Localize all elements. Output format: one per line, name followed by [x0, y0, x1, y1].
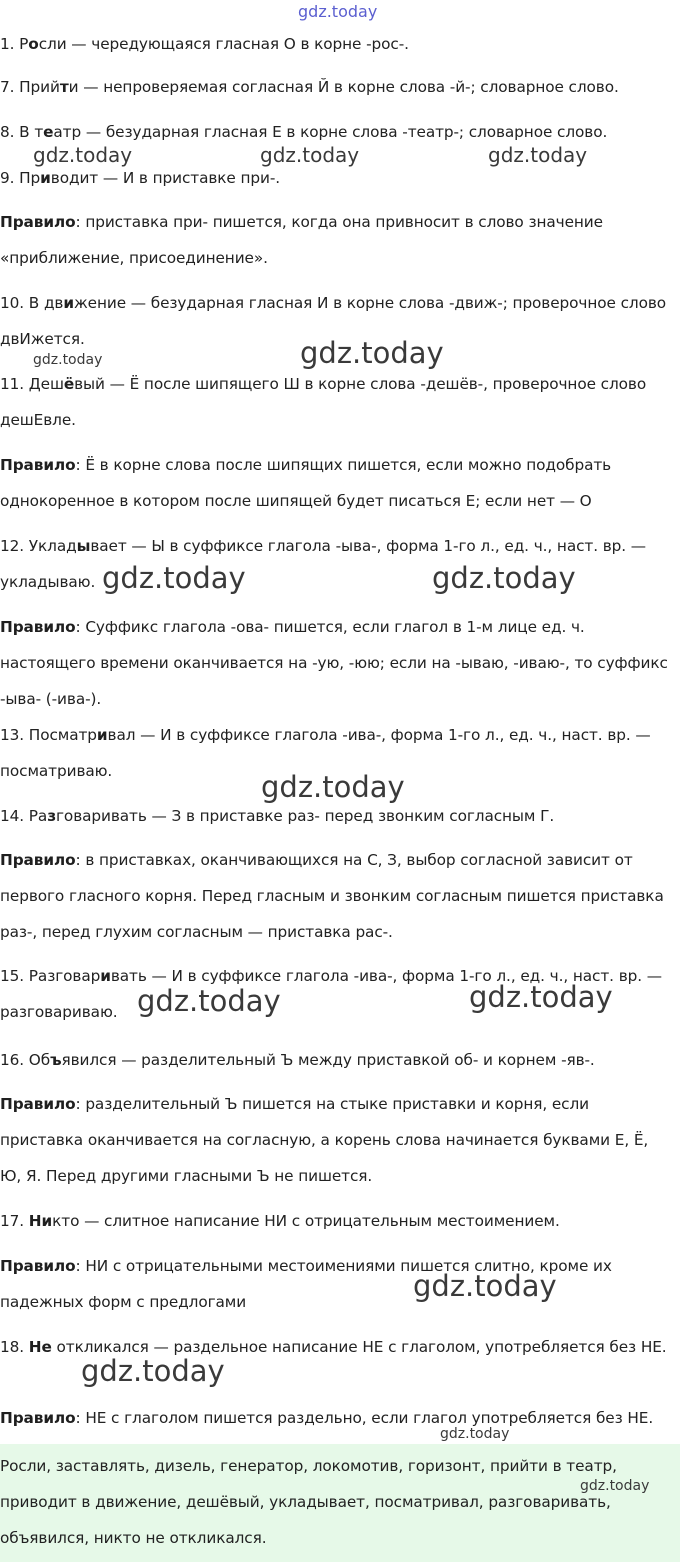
rule-paragraph: Правило: разделительный Ъ пишется на стыке приставки и корня, если приставка оканчивается на согласную, а корень слова начинается буквами Е, Ё, Ю, Я. Перед другими гласными Ъ не пишется.: [0, 1095, 649, 1185]
watermark: gdz.today: [488, 143, 588, 167]
rule-paragraph: Правило: Суффикс глагола -ова- пишется, если глагол в 1-м лице ед. ч. настоящего времени оканчивается на -ую, -юю; если на -ываю, -иваю-, то суффикс -ыва- (-ива-).: [0, 618, 668, 708]
watermark: gdz.today: [413, 1269, 557, 1303]
item-8: 8. В театр — безударная гласная Е в корне слова -театр-; словарное слово.: [0, 123, 608, 141]
rule-paragraph: Правило: в приставках, оканчивающихся на С, З, выбор согласной зависит от первого гласного корня. Перед гласным и звонким согласным пишется приставка раз-, перед глухим согласным — приставка рас-.: [0, 851, 664, 941]
watermark: gdz.today: [33, 143, 133, 167]
watermark: gdz.today: [137, 984, 281, 1018]
item-17: 17. Никто — слитное написание НИ с отрицательным местоимением.: [0, 1212, 560, 1230]
header-watermark: gdz.today: [298, 2, 378, 21]
answer-box: [0, 1444, 680, 1562]
rule-paragraph: Правило: Ё в корне слова после шипящих пишется, если можно подобрать однокоренное в котором после шипящей будет писаться Е; если нет — О: [0, 456, 612, 510]
watermark: gdz.today: [469, 980, 613, 1014]
watermark: gdz.today: [102, 561, 246, 595]
item-11: 11. Дешёвый — Ё после шипящего Ш в корне слова -дешёв-, проверочное слово дешЕвле.: [0, 375, 647, 429]
watermark: gdz.today: [81, 1354, 225, 1388]
watermark: gdz.today: [432, 561, 576, 595]
watermark: gdz.today: [261, 770, 405, 804]
watermark: gdz.today: [300, 336, 444, 370]
item-14: 14. Разговаривать — З в приставке раз- перед звонким согласным Г.: [0, 807, 555, 825]
watermark: gdz.today: [440, 1426, 510, 1442]
rule-paragraph: Правило: приставка при- пишется, когда она привносит в слово значение «приближение, присоединение».: [0, 213, 603, 267]
item-13: 13. Посматривал — И в суффиксе глагола -ива-, форма 1-го л., ед. ч., наст. вр. — посматриваю.: [0, 726, 651, 780]
watermark: gdz.today: [33, 352, 103, 368]
item-7: 7. Прийти — непроверяемая согласная Й в корне слова -й-; словарное слово.: [0, 78, 619, 96]
item-15: 15. Разговаривать — И в суффиксе глагола -ива-, форма 1-го л., ед. ч., наст. вр. — разговариваю.: [0, 967, 662, 1021]
rule-paragraph: Правило: НИ с отрицательными местоимениями пишется слитно, кроме их падежных форм с предлогами: [0, 1257, 612, 1311]
rule-paragraph: Правило: НЕ с глаголом пишется раздельно, если глагол употребляется без НЕ.: [0, 1409, 654, 1427]
watermark: gdz.today: [580, 1478, 650, 1494]
item-18: 18. Не откликался — раздельное написание НЕ с глаголом, употребляется без НЕ.: [0, 1338, 667, 1356]
item-16: 16. Объявился — разделительный Ъ между приставкой об- и корнем -яв-.: [0, 1051, 595, 1069]
item-1: 1. Росли — чередующаяся гласная О в корне -рос-.: [0, 35, 409, 53]
item-10: 10. В движение — безударная гласная И в корне слова -движ-; проверочное слово двИжется.: [0, 294, 666, 348]
item-9: 9. Приводит — И в приставке при-.: [0, 169, 281, 187]
item-12: 12. Укладывает — Ы в суффиксе глагола -ыва-, форма 1-го л., ед. ч., наст. вр. — укладываю.: [0, 537, 646, 591]
watermark: gdz.today: [260, 143, 360, 167]
answer-text: Росли, заставлять, дизель, генератор, локомотив, горизонт, прийти в театр, приводит в движение, дешёвый, укладывает, посматривал, разговаривать, объявился, никто не откликался.: [0, 1457, 617, 1547]
